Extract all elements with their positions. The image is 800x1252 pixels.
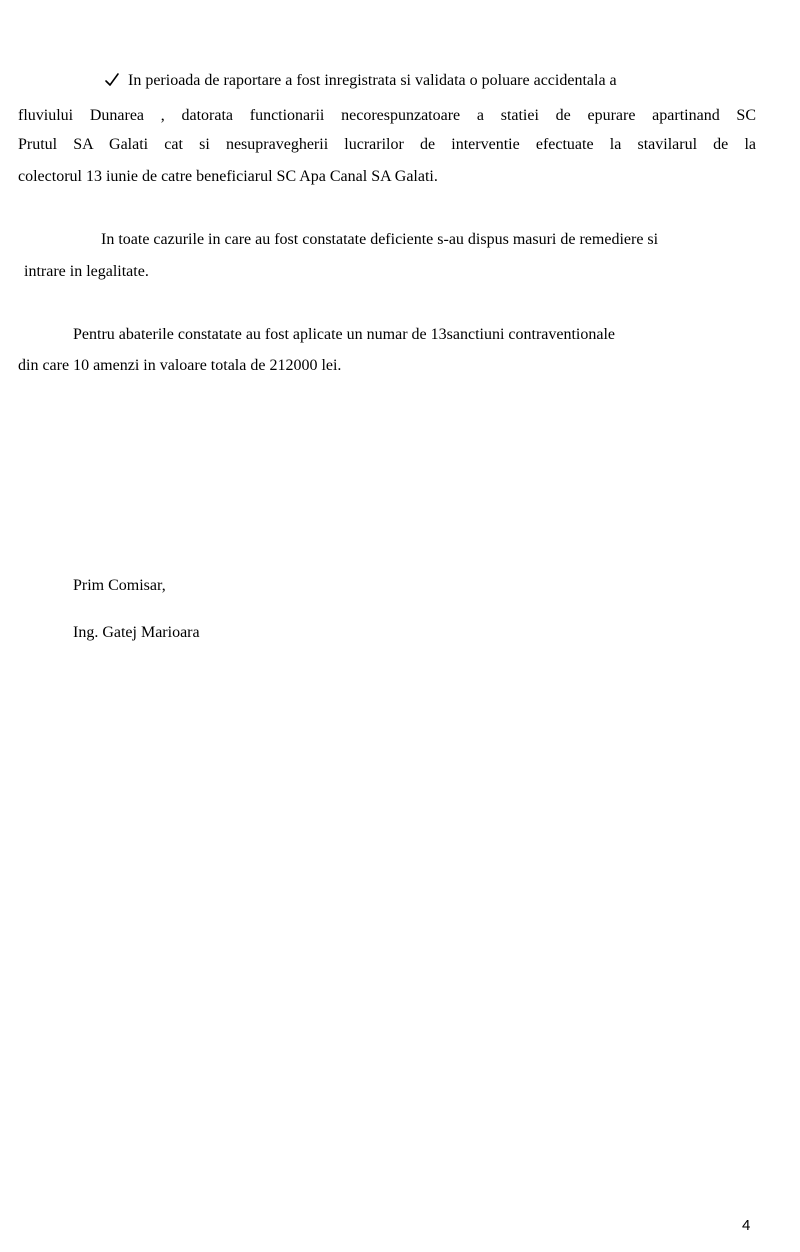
paragraph1-line3: Prutul SA Galati cat si nesupravegherii lucrarilor de interventie efectuate la stavilarul de la — [18, 136, 756, 153]
page-number: 4 — [742, 1217, 751, 1234]
checkmark-icon — [104, 70, 120, 90]
paragraph1-line1: In perioada de raportare a fost inregistrata si validata o poluare accidentala a — [128, 72, 617, 89]
paragraph1-line4: colectorul 13 iunie de catre beneficiarul SC Apa Canal SA Galati. — [18, 168, 438, 185]
signature-name: Ing. Gatej Marioara — [73, 624, 200, 641]
paragraph3-line2: din care 10 amenzi in valoare totala de 212000 lei. — [18, 357, 342, 374]
signature-title: Prim Comisar, — [73, 577, 166, 594]
paragraph3-line1: Pentru abaterile constatate au fost aplicate un numar de 13sanctiuni contraventionale — [73, 326, 616, 343]
paragraph2-line2: intrare in legalitate. — [24, 263, 149, 280]
paragraph1-line2: fluviului Dunarea , datorata functionarii necorespunzatoare a statiei de epurare apartinand SC — [18, 107, 756, 124]
paragraph2-line1: In toate cazurile in care au fost constatate deficiente s-au dispus masuri de remediere si — [101, 231, 659, 248]
